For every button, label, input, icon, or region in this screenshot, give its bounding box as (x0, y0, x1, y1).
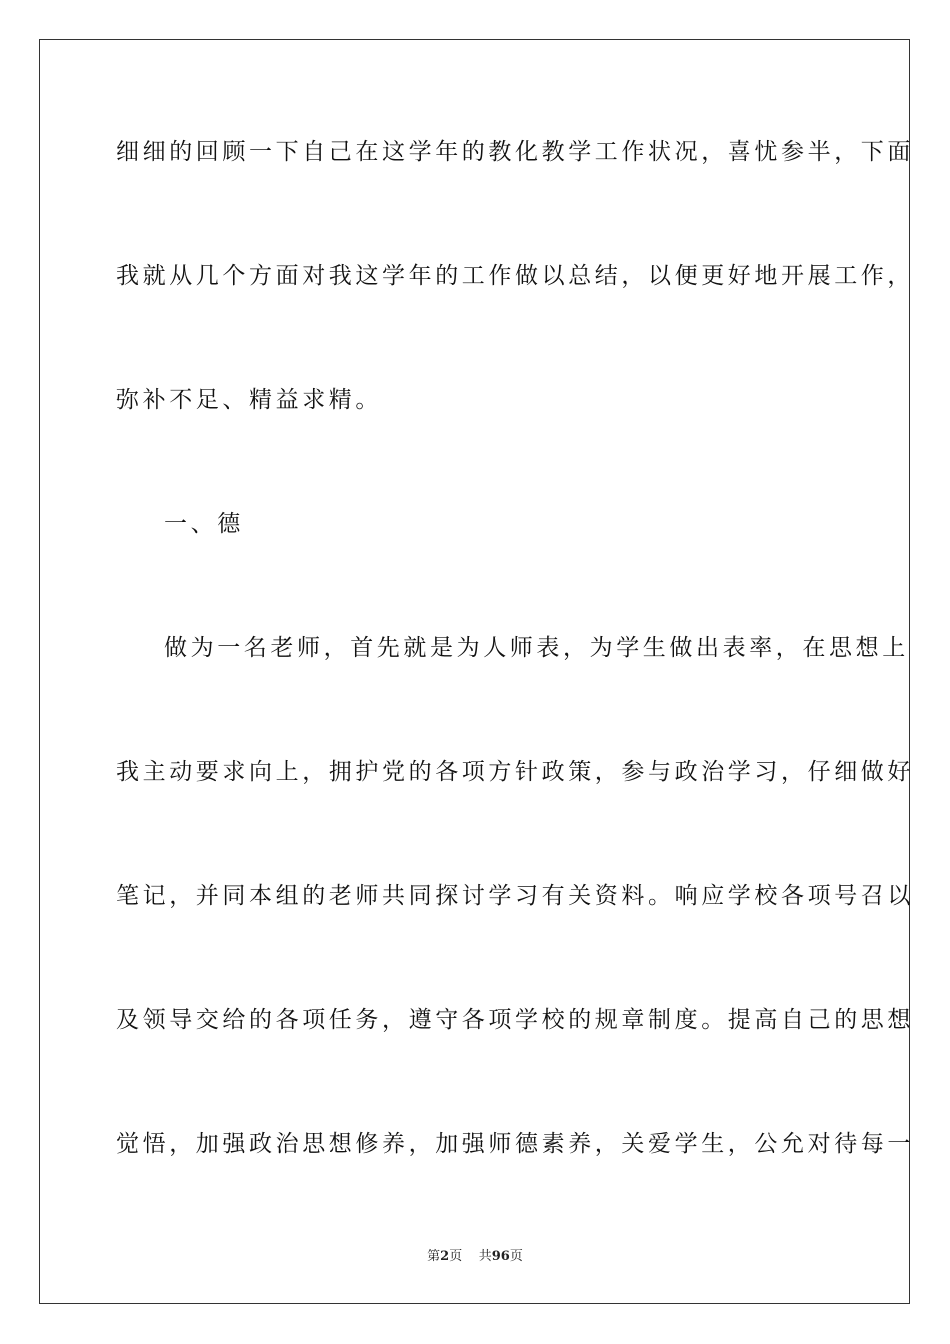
body-line-6: 我主动要求向上，拥护党的各项方针政策，参与政治学习，仔细做好 (116, 759, 914, 785)
body-line-2: 我就从几个方面对我这学年的工作做以总结，以便更好地开展工作， (116, 263, 914, 289)
body-line-1: 细细的回顾一下自己在这学年的教化教学工作状况，喜忧参半，下面 (116, 139, 914, 165)
section-heading: 一、德 (164, 511, 244, 537)
body-line-3: 弥补不足、精益求精。 (116, 387, 382, 413)
total-pages: 96 (491, 1249, 510, 1264)
total-prefix: 共 (478, 1249, 492, 1264)
body-line-8: 及领导交给的各项任务，遵守各项学校的规章制度。提高自己的思想 (116, 1007, 914, 1033)
page-footer (0, 1248, 950, 1266)
page-number: 2 (440, 1249, 450, 1264)
page-prefix: 第 (427, 1249, 441, 1264)
total-suffix: 页 (509, 1249, 523, 1264)
body-line-7: 笔记，并同本组的老师共同探讨学习有关资料。响应学校各项号召以 (116, 883, 914, 909)
page-border (39, 39, 914, 1304)
body-line-9: 觉悟，加强政治思想修养，加强师德素养，关爱学生，公允对待每一 (116, 1131, 914, 1157)
body-line-5: 做为一名老师，首先就是为人师表，为学生做出表率，在思想上 (164, 635, 909, 661)
page-suffix: 页 (449, 1249, 463, 1264)
